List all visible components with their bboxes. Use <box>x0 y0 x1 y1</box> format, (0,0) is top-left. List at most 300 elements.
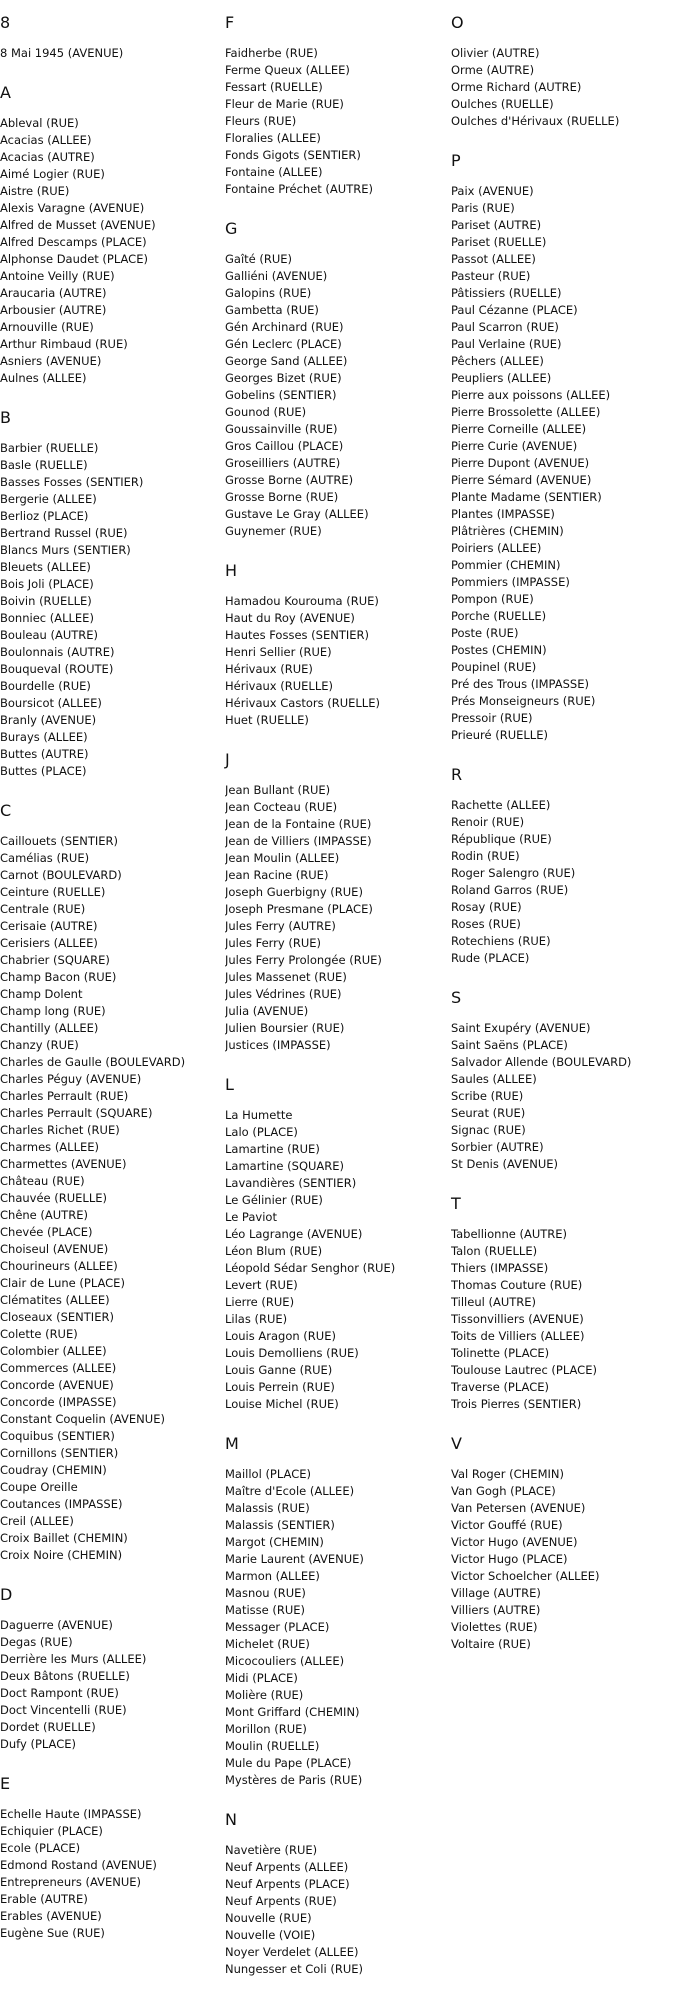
letter-section <box>0 84 222 387</box>
street-entry: Nungesser et Coli (RUE) <box>225 1962 363 1976</box>
street-entry: Toits de Villiers (ALLEE) <box>451 1329 585 1343</box>
street-entry: Trois Pierres (SENTIER) <box>451 1397 582 1411</box>
street-entry: Doct Rampont (RUE) <box>0 1686 119 1700</box>
street-entry: Signac (RUE) <box>451 1123 526 1137</box>
street-entry: Jules Ferry Prolongée (RUE) <box>225 953 382 967</box>
street-entry: Carnot (BOULEVARD) <box>0 868 122 882</box>
street-entry: Roses (RUE) <box>451 917 521 931</box>
street-entry: Deux Bâtons (RUELLE) <box>0 1669 130 1683</box>
section-letter-heading: D <box>0 1585 13 1604</box>
street-entry: Pierre Dupont (AVENUE) <box>451 456 590 470</box>
street-entry: Paix (AVENUE) <box>451 184 534 198</box>
letter-section <box>451 1195 673 1413</box>
street-entry: République (RUE) <box>451 832 552 846</box>
street-entry: Mystères de Paris (RUE) <box>225 1773 363 1787</box>
street-entry: Marmon (ALLEE) <box>225 1569 320 1583</box>
section-letter-heading: H <box>225 561 238 580</box>
letter-section <box>451 152 673 744</box>
street-list <box>225 782 450 1054</box>
street-entry: Branly (AVENUE) <box>0 713 97 727</box>
street-entry: Choiseul (AVENUE) <box>0 1242 109 1256</box>
letter-section <box>225 751 450 1054</box>
street-entry: Acacias (ALLEE) <box>0 133 92 147</box>
street-list <box>0 45 222 62</box>
street-entry: Victor Hugo (AVENUE) <box>451 1535 578 1549</box>
street-list <box>225 593 450 729</box>
street-entry: Alexis Varagne (AVENUE) <box>0 201 145 215</box>
street-entry: Neuf Arpents (PLACE) <box>225 1877 350 1891</box>
street-list <box>225 45 450 198</box>
section-letter-heading: O <box>451 13 464 32</box>
street-entry: Dordet (RUELLE) <box>0 1720 96 1734</box>
street-entry: Coquibus (SENTIER) <box>0 1429 115 1443</box>
street-entry: Pré des Trous (IMPASSE) <box>451 677 589 691</box>
street-entry: Galopins (RUE) <box>225 286 312 300</box>
street-entry: Champ Bacon (RUE) <box>0 970 117 984</box>
street-entry: Boivin (RUELLE) <box>0 594 92 608</box>
street-entry: 8 Mai 1945 (AVENUE) <box>0 46 124 60</box>
street-entry: Ableval (RUE) <box>0 116 79 130</box>
street-entry: Acacias (AUTRE) <box>0 150 95 164</box>
street-entry: Creil (ALLEE) <box>0 1514 74 1528</box>
street-entry: Jules Ferry (AUTRE) <box>225 919 336 933</box>
street-entry: Charmes (ALLEE) <box>0 1140 100 1154</box>
street-entry: Eugène Sue (RUE) <box>0 1926 105 1940</box>
section-letter-heading: C <box>0 801 12 820</box>
street-entry: Pommier (CHEMIN) <box>451 558 561 572</box>
street-entry: Camélias (RUE) <box>0 851 90 865</box>
street-entry: Fontaine (ALLEE) <box>225 165 323 179</box>
street-entry: Chabrier (SQUARE) <box>0 953 110 967</box>
street-entry: Village (AUTRE) <box>451 1586 541 1600</box>
street-entry: Chauvée (RUELLE) <box>0 1191 107 1205</box>
street-entry: Charles Perrault (RUE) <box>0 1089 129 1103</box>
street-entry: Constant Coquelin (AVENUE) <box>0 1412 165 1426</box>
street-entry: Ecole (PLACE) <box>0 1841 81 1855</box>
street-entry: Erables (AVENUE) <box>0 1909 102 1923</box>
street-entry: Porche (RUELLE) <box>451 609 547 623</box>
street-entry: Hautes Fosses (SENTIER) <box>225 628 369 642</box>
street-entry: Hérivaux (RUELLE) <box>225 679 333 693</box>
street-entry: Jules Ferry (RUE) <box>225 936 322 950</box>
street-entry: Julien Boursier (RUE) <box>225 1021 345 1035</box>
street-entry: Thiers (IMPASSE) <box>451 1261 549 1275</box>
street-entry: Grosse Borne (RUE) <box>225 490 339 504</box>
street-entry: Pompon (RUE) <box>451 592 534 606</box>
street-entry: Poiriers (ALLEE) <box>451 541 542 555</box>
street-entry: Paris (RUE) <box>451 201 515 215</box>
street-entry: Jean de la Fontaine (RUE) <box>225 817 372 831</box>
street-entry: Chantilly (ALLEE) <box>0 1021 99 1035</box>
letter-section <box>225 562 450 729</box>
street-entry: Bouleau (AUTRE) <box>0 628 99 642</box>
street-entry: Neuf Arpents (ALLEE) <box>225 1860 349 1874</box>
street-entry: Closeaux (SENTIER) <box>0 1310 114 1324</box>
street-entry: Alfred de Musset (AVENUE) <box>0 218 156 232</box>
street-entry: Jules Védrines (RUE) <box>225 987 342 1001</box>
street-entry: Gros Caillou (PLACE) <box>225 439 344 453</box>
street-entry: Bergerie (ALLEE) <box>0 492 97 506</box>
street-entry: Cerisiers (ALLEE) <box>0 936 98 950</box>
street-list <box>225 1466 450 1789</box>
street-entry: Bouqueval (ROUTE) <box>0 662 114 676</box>
street-entry: Coudray (CHEMIN) <box>0 1463 107 1477</box>
letter-section <box>0 409 222 780</box>
street-entry: La Humette <box>225 1108 293 1122</box>
street-entry: Renoir (RUE) <box>451 815 525 829</box>
street-entry: Commerces (ALLEE) <box>0 1361 117 1375</box>
street-entry: Roland Garros (RUE) <box>451 883 569 897</box>
street-entry: Croix Noire (CHEMIN) <box>0 1548 123 1562</box>
street-entry: Aistre (RUE) <box>0 184 70 198</box>
street-list <box>225 251 450 540</box>
street-entry: Berlioz (PLACE) <box>0 509 89 523</box>
street-entry: Midi (PLACE) <box>225 1671 298 1685</box>
street-entry: Aimé Logier (RUE) <box>0 167 105 181</box>
street-entry: Paul Scarron (RUE) <box>451 320 559 334</box>
street-entry: Plantes (IMPASSE) <box>451 507 555 521</box>
street-entry: Marie Laurent (AVENUE) <box>225 1552 364 1566</box>
street-entry: Gén Archinard (RUE) <box>225 320 344 334</box>
street-entry: Roger Salengro (RUE) <box>451 866 576 880</box>
section-letter-heading: M <box>225 1434 239 1453</box>
street-entry: Malassis (SENTIER) <box>225 1518 335 1532</box>
street-entry: Micocouliers (ALLEE) <box>225 1654 345 1668</box>
street-entry: Floralies (ALLEE) <box>225 131 321 145</box>
street-entry: Cerisaie (AUTRE) <box>0 919 98 933</box>
street-entry: Morillon (RUE) <box>225 1722 307 1736</box>
street-entry: Lamartine (SQUARE) <box>225 1159 345 1173</box>
street-entry: Noyer Verdelet (ALLEE) <box>225 1945 359 1959</box>
street-entry: Fonds Gigots (SENTIER) <box>225 148 361 162</box>
street-entry: Nouvelle (VOIE) <box>225 1928 316 1942</box>
street-entry: Clématites (ALLEE) <box>0 1293 110 1307</box>
street-entry: Charles Perrault (SQUARE) <box>0 1106 153 1120</box>
street-entry: Neuf Arpents (RUE) <box>225 1894 337 1908</box>
street-entry: Jean Cocteau (RUE) <box>225 800 338 814</box>
street-entry: Pierre Corneille (ALLEE) <box>451 422 587 436</box>
street-list <box>451 797 673 967</box>
section-letter-heading: P <box>451 151 461 170</box>
street-entry: Entrepreneurs (AVENUE) <box>0 1875 142 1889</box>
street-entry: Violettes (RUE) <box>451 1620 538 1634</box>
street-entry: Louis Perrein (RUE) <box>225 1380 335 1394</box>
street-entry: Rosay (RUE) <box>451 900 522 914</box>
street-list <box>451 1226 673 1413</box>
letter-section <box>225 1435 450 1789</box>
street-entry: Mule du Pape (PLACE) <box>225 1756 352 1770</box>
street-entry: Georges Bizet (RUE) <box>225 371 342 385</box>
street-entry: Antoine Veilly (RUE) <box>0 269 115 283</box>
street-list <box>451 183 673 744</box>
street-entry: Voltaire (RUE) <box>451 1637 531 1651</box>
street-entry: Charles Péguy (AVENUE) <box>0 1072 142 1086</box>
street-entry: Victor Hugo (PLACE) <box>451 1552 568 1566</box>
street-index-column-1 <box>0 14 222 1964</box>
street-list <box>0 115 222 387</box>
street-entry: Cornillons (SENTIER) <box>0 1446 119 1460</box>
street-entry: Bonniec (ALLEE) <box>0 611 94 625</box>
street-list <box>451 1466 673 1653</box>
street-entry: Pariset (RUELLE) <box>451 235 547 249</box>
street-entry: Coutances (IMPASSE) <box>0 1497 123 1511</box>
street-entry: Buttes (AUTRE) <box>0 747 89 761</box>
street-entry: Oulches (RUELLE) <box>451 97 554 111</box>
street-entry: Maître d'Ecole (ALLEE) <box>225 1484 355 1498</box>
street-entry: Lierre (RUE) <box>225 1295 295 1309</box>
street-entry: Levert (RUE) <box>225 1278 298 1292</box>
street-entry: Boursicot (ALLEE) <box>0 696 102 710</box>
section-letter-heading: T <box>451 1194 461 1213</box>
street-entry: Tabellionne (AUTRE) <box>451 1227 568 1241</box>
street-entry: Concorde (AVENUE) <box>0 1378 114 1392</box>
street-entry: Pommiers (IMPASSE) <box>451 575 570 589</box>
street-entry: Burays (ALLEE) <box>0 730 88 744</box>
street-entry: Orme (AUTRE) <box>451 63 535 77</box>
street-entry: Victor Schoelcher (ALLEE) <box>451 1569 600 1583</box>
street-entry: Lilas (RUE) <box>225 1312 288 1326</box>
street-entry: Talon (RUELLE) <box>451 1244 538 1258</box>
street-entry: Lamartine (RUE) <box>225 1142 320 1156</box>
street-list <box>225 1107 450 1413</box>
street-entry: Molière (RUE) <box>225 1688 304 1702</box>
street-entry: Pierre Brossolette (ALLEE) <box>451 405 601 419</box>
street-entry: Messager (PLACE) <box>225 1620 330 1634</box>
street-entry: Bourdelle (RUE) <box>0 679 91 693</box>
street-entry: Rotechiens (RUE) <box>451 934 551 948</box>
street-entry: Araucaria (AUTRE) <box>0 286 107 300</box>
street-entry: Jean Racine (RUE) <box>225 868 329 882</box>
street-entry: Toulouse Lautrec (PLACE) <box>451 1363 597 1377</box>
street-entry: Chanzy (RUE) <box>0 1038 79 1052</box>
street-entry: Seurat (RUE) <box>451 1106 526 1120</box>
street-entry: Arthur Rimbaud (RUE) <box>0 337 128 351</box>
street-entry: Degas (RUE) <box>0 1635 73 1649</box>
street-entry: Colombier (ALLEE) <box>0 1344 107 1358</box>
street-list <box>0 833 222 1564</box>
street-entry: Gounod (RUE) <box>225 405 307 419</box>
street-entry: Pâtissiers (RUELLE) <box>451 286 562 300</box>
street-entry: Prés Monseigneurs (RUE) <box>451 694 596 708</box>
street-entry: Champ Dolent <box>0 987 83 1001</box>
street-list <box>225 1842 450 1978</box>
street-entry: Haut du Roy (AVENUE) <box>225 611 355 625</box>
street-entry: Bois Joli (PLACE) <box>0 577 94 591</box>
street-entry: Pierre Curie (AVENUE) <box>451 439 578 453</box>
street-entry: Derrière les Murs (ALLEE) <box>0 1652 147 1666</box>
street-entry: Guynemer (RUE) <box>225 524 322 538</box>
street-entry: Julia (AVENUE) <box>225 1004 309 1018</box>
street-entry: Louise Michel (RUE) <box>225 1397 339 1411</box>
letter-section <box>451 14 673 130</box>
street-entry: Salvador Allende (BOULEVARD) <box>451 1055 632 1069</box>
street-entry: Fontaine Préchet (AUTRE) <box>225 182 373 196</box>
street-entry: Justices (IMPASSE) <box>225 1038 331 1052</box>
street-entry: Grosse Borne (AUTRE) <box>225 473 354 487</box>
street-entry: Jean Moulin (ALLEE) <box>225 851 340 865</box>
street-entry: Colette (RUE) <box>0 1327 78 1341</box>
street-entry: Le Paviot <box>225 1210 277 1224</box>
street-entry: Lavandières (SENTIER) <box>225 1176 357 1190</box>
street-entry: Paul Verlaine (RUE) <box>451 337 562 351</box>
street-list <box>0 1617 222 1753</box>
street-entry: Blancs Murs (SENTIER) <box>0 543 131 557</box>
street-index-column-3 <box>451 14 673 1675</box>
street-entry: Saules (ALLEE) <box>451 1072 537 1086</box>
section-letter-heading: 8 <box>0 13 11 32</box>
letter-section <box>451 1435 673 1653</box>
street-entry: Doct Vincentelli (RUE) <box>0 1703 127 1717</box>
street-entry: Charmettes (AVENUE) <box>0 1157 127 1171</box>
section-letter-heading: J <box>225 750 230 769</box>
street-entry: Maillol (PLACE) <box>225 1467 311 1481</box>
street-entry: Chêne (AUTRE) <box>0 1208 88 1222</box>
street-entry: Jean de Villiers (IMPASSE) <box>225 834 372 848</box>
letter-section <box>451 989 673 1173</box>
letter-section <box>225 1811 450 1978</box>
street-entry: Pierre aux poissons (ALLEE) <box>451 388 611 402</box>
street-entry: Pêchers (ALLEE) <box>451 354 544 368</box>
letter-section <box>0 802 222 1564</box>
street-entry: Pressoir (RUE) <box>451 711 533 725</box>
street-entry: Gaîté (RUE) <box>225 252 293 266</box>
street-entry: Alfred Descamps (PLACE) <box>0 235 147 249</box>
street-list <box>0 440 222 780</box>
street-entry: Peupliers (ALLEE) <box>451 371 552 385</box>
street-entry: Gambetta (RUE) <box>225 303 319 317</box>
street-entry: Rude (PLACE) <box>451 951 530 965</box>
street-entry: Bertrand Russel (RUE) <box>0 526 128 540</box>
street-entry: Le Gélinier (RUE) <box>225 1193 323 1207</box>
street-list <box>451 45 673 130</box>
street-entry: Nouvelle (RUE) <box>225 1911 312 1925</box>
street-entry: Poste (RUE) <box>451 626 519 640</box>
street-entry: Gobelins (SENTIER) <box>225 388 337 402</box>
street-entry: Arbousier (AUTRE) <box>0 303 107 317</box>
street-entry: Léo Lagrange (AVENUE) <box>225 1227 363 1241</box>
street-entry: Charles Richet (RUE) <box>0 1123 120 1137</box>
street-entry: Traverse (PLACE) <box>451 1380 549 1394</box>
street-index-column-2 <box>225 14 450 2000</box>
street-entry: Chourineurs (ALLEE) <box>0 1259 118 1273</box>
street-entry: Echiquier (PLACE) <box>0 1824 103 1838</box>
street-entry: Pariset (AUTRE) <box>451 218 542 232</box>
street-entry: Arnouville (RUE) <box>0 320 94 334</box>
street-entry: Boulonnais (AUTRE) <box>0 645 115 659</box>
street-entry: Passot (ALLEE) <box>451 252 536 266</box>
street-entry: Olivier (AUTRE) <box>451 46 540 60</box>
letter-section <box>225 1076 450 1413</box>
street-entry: Mont Griffard (CHEMIN) <box>225 1705 360 1719</box>
street-entry: Rachette (ALLEE) <box>451 798 551 812</box>
street-entry: Paul Cézanne (PLACE) <box>451 303 578 317</box>
street-entry: Pasteur (RUE) <box>451 269 531 283</box>
street-entry: Hérivaux Castors (RUELLE) <box>225 696 380 710</box>
street-entry: Margot (CHEMIN) <box>225 1535 324 1549</box>
street-entry: Château (RUE) <box>0 1174 85 1188</box>
street-entry: Erable (AUTRE) <box>0 1892 88 1906</box>
section-letter-heading: G <box>225 219 238 238</box>
street-entry: Buttes (PLACE) <box>0 764 87 778</box>
street-entry: Plante Madame (SENTIER) <box>451 490 602 504</box>
street-entry: Echelle Haute (IMPASSE) <box>0 1807 142 1821</box>
street-entry: Pierre Sémard (AVENUE) <box>451 473 592 487</box>
street-entry: Daguerre (AVENUE) <box>0 1618 113 1632</box>
street-entry: Goussainville (RUE) <box>225 422 338 436</box>
letter-section <box>0 1586 222 1753</box>
letter-section <box>0 1775 222 1942</box>
street-entry: Louis Ganne (RUE) <box>225 1363 333 1377</box>
street-entry: Plâtrières (CHEMIN) <box>451 524 564 538</box>
street-entry: St Denis (AVENUE) <box>451 1157 559 1171</box>
section-letter-heading: S <box>451 988 462 1007</box>
section-letter-heading: N <box>225 1810 237 1829</box>
street-entry: Thomas Couture (RUE) <box>451 1278 583 1292</box>
street-entry: Joseph Guerbigny (RUE) <box>225 885 363 899</box>
street-entry: Tissonvilliers (AVENUE) <box>451 1312 584 1326</box>
street-entry: Léon Blum (RUE) <box>225 1244 323 1258</box>
street-entry: Jules Massenet (RUE) <box>225 970 347 984</box>
section-letter-heading: R <box>451 765 463 784</box>
street-entry: Van Petersen (AVENUE) <box>451 1501 586 1515</box>
street-list <box>451 1020 673 1173</box>
street-entry: Michelet (RUE) <box>225 1637 310 1651</box>
street-entry: Victor Gouffé (RUE) <box>451 1518 563 1532</box>
street-entry: Postes (CHEMIN) <box>451 643 547 657</box>
section-letter-heading: L <box>225 1075 234 1094</box>
street-entry: Basle (RUELLE) <box>0 458 88 472</box>
street-entry: Val Roger (CHEMIN) <box>451 1467 564 1481</box>
street-entry: Dufy (PLACE) <box>0 1737 76 1751</box>
section-letter-heading: A <box>0 83 11 102</box>
street-entry: Prieuré (RUELLE) <box>451 728 548 742</box>
street-entry: Fleurs (RUE) <box>225 114 297 128</box>
street-entry: Concorde (IMPASSE) <box>0 1395 117 1409</box>
street-entry: Barbier (RUELLE) <box>0 441 99 455</box>
street-entry: Caillouets (SENTIER) <box>0 834 119 848</box>
street-entry: Centrale (RUE) <box>0 902 86 916</box>
street-entry: Ferme Queux (ALLEE) <box>225 63 350 77</box>
street-entry: Moulin (RUELLE) <box>225 1739 320 1753</box>
street-entry: Sorbier (AUTRE) <box>451 1140 544 1154</box>
street-entry: Poupinel (RUE) <box>451 660 537 674</box>
street-entry: Croix Baillet (CHEMIN) <box>0 1531 128 1545</box>
street-entry: Lalo (PLACE) <box>225 1125 298 1139</box>
street-entry: Scribe (RUE) <box>451 1089 524 1103</box>
letter-section <box>225 220 450 540</box>
street-entry: Navetière (RUE) <box>225 1843 318 1857</box>
letter-section <box>0 14 222 62</box>
street-entry: Chevée (PLACE) <box>0 1225 93 1239</box>
street-entry: George Sand (ALLEE) <box>225 354 348 368</box>
street-entry: Léopold Sédar Senghor (RUE) <box>225 1261 396 1275</box>
street-entry: Hamadou Kourouma (RUE) <box>225 594 379 608</box>
street-entry: Champ long (RUE) <box>0 1004 106 1018</box>
street-entry: Joseph Presmane (PLACE) <box>225 902 373 916</box>
street-entry: Oulches d'Hérivaux (RUELLE) <box>451 114 620 128</box>
street-entry: Fleur de Marie (RUE) <box>225 97 344 111</box>
street-entry: Jean Bullant (RUE) <box>225 783 331 797</box>
street-entry: Huet (RUELLE) <box>225 713 309 727</box>
street-entry: Tilleul (AUTRE) <box>451 1295 537 1309</box>
street-entry: Saint Exupéry (AVENUE) <box>451 1021 591 1035</box>
section-letter-heading: V <box>451 1434 462 1453</box>
street-entry: Basses Fosses (SENTIER) <box>0 475 144 489</box>
street-entry: Saint Saëns (PLACE) <box>451 1038 568 1052</box>
street-entry: Charles de Gaulle (BOULEVARD) <box>0 1055 186 1069</box>
street-entry: Van Gogh (PLACE) <box>451 1484 556 1498</box>
street-entry: Groseilliers (AUTRE) <box>225 456 341 470</box>
